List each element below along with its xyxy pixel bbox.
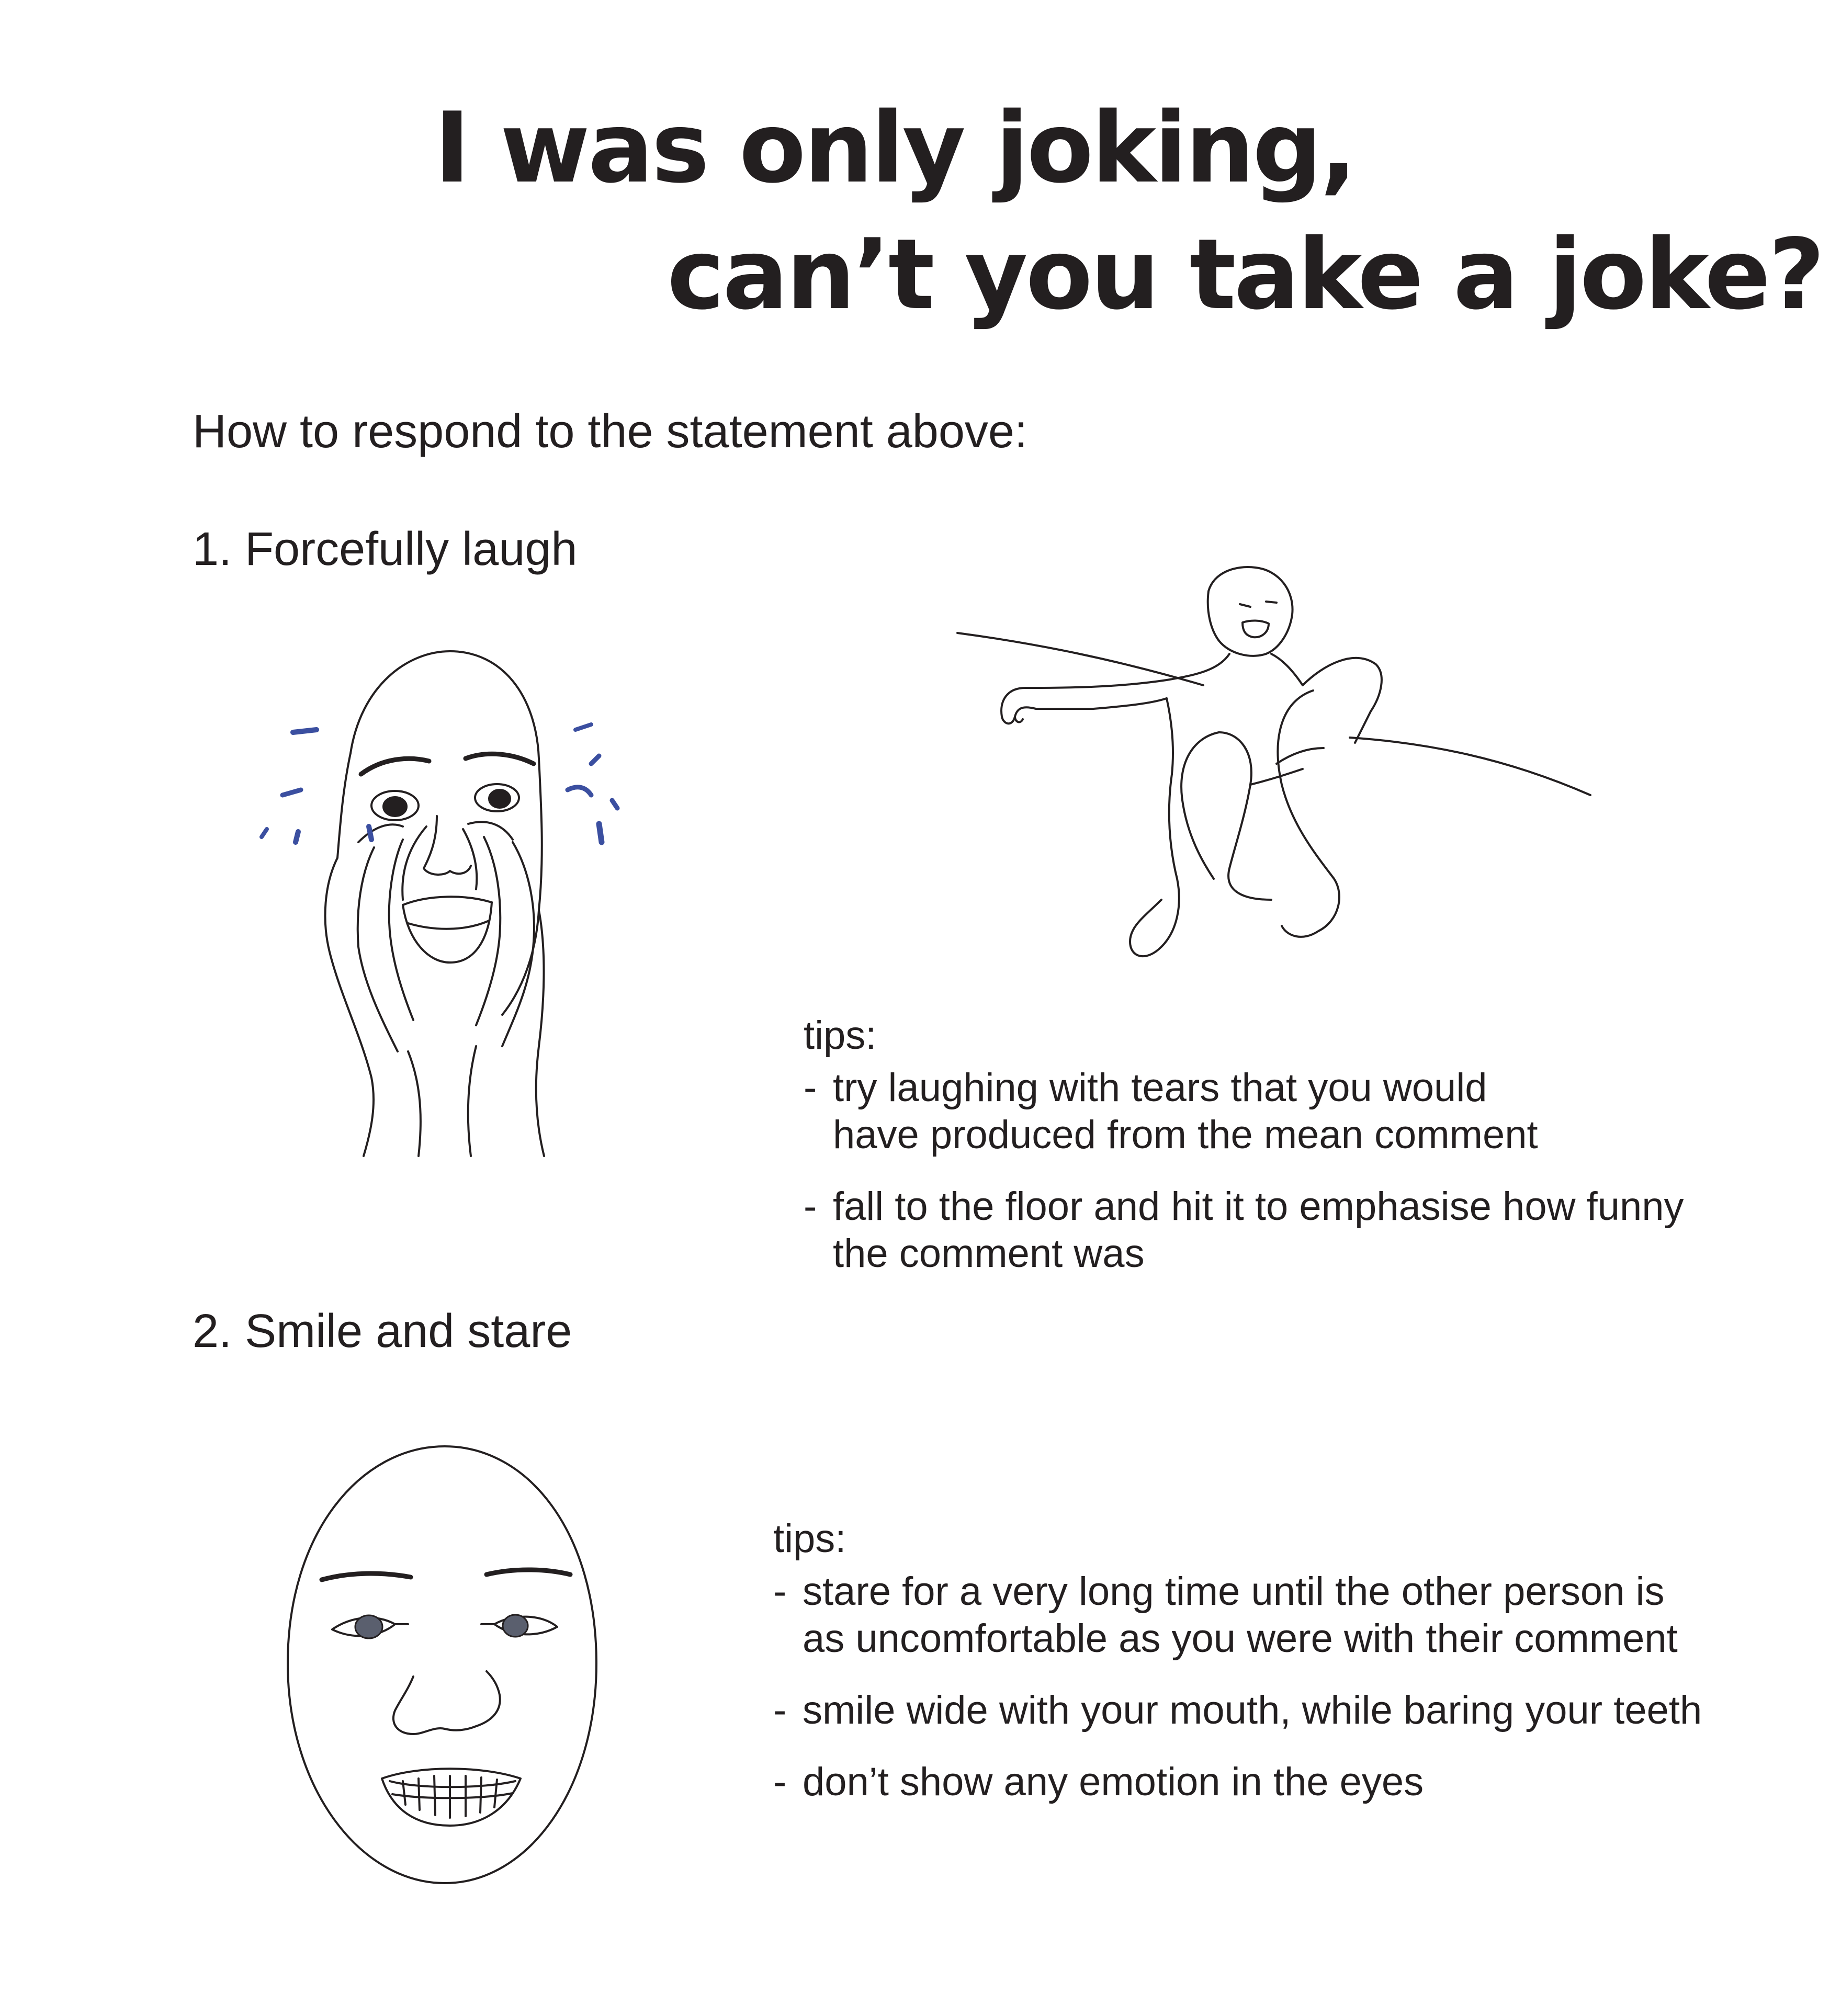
section-1-tips-label: tips: [804,1013,877,1058]
intro-text: How to respond to the statement above: [193,405,1027,458]
laughing-face-illustration [230,638,649,1161]
tip-dash: - [773,1688,787,1732]
tip-line-1: fall to the floor and hit it to emphasise how funny [833,1184,1684,1229]
tip-dash: - [773,1760,787,1804]
tip-dash: - [804,1066,817,1110]
tip-line-1: don’t show any emotion in the eyes [803,1760,1424,1804]
title-line-2: can’t you take a joke? [667,218,1823,331]
section-2-tip-2 [773,1687,1702,1734]
section-1-tip-2 [804,1183,1684,1277]
tip-dash: - [804,1184,817,1229]
smiling-face-illustration [283,1444,607,1888]
tip-line-2: have produced from the mean comment [833,1113,1538,1157]
section-2-tips-label: tips: [773,1516,846,1561]
section-2-tip-3 [773,1759,1424,1806]
tip-line-2: the comment was [833,1231,1145,1276]
section-2-heading: 2. Smile and stare [193,1305,572,1357]
tip-line-1: stare for a very long time until the other person is [803,1569,1665,1614]
tip-dash: - [773,1569,787,1614]
tip-line-1: try laughing with tears that you would [833,1066,1487,1110]
tip-line-1: smile wide with your mouth, while baring your teeth [803,1688,1702,1732]
section-1-heading: 1. Forcefully laugh [193,523,578,575]
falling-figure-illustration [957,565,1596,994]
tip-line-2: as uncomfortable as you were with their comment [803,1616,1678,1661]
section-1-tip-1 [804,1064,1538,1159]
title-line-1: I was only joking, [434,91,1355,205]
section-2-tip-1 [773,1568,1678,1662]
